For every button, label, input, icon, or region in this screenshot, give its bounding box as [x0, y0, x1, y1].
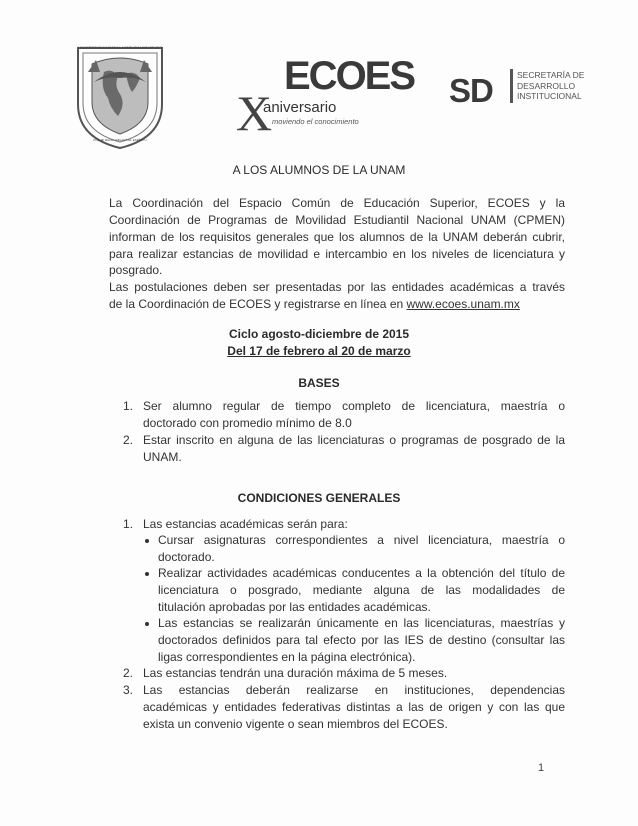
- bullet-line: doctorado.: [158, 550, 215, 564]
- intro-line: La Coordinación del Espacio Común de Educación Superior, ECOES y la: [109, 196, 565, 210]
- bullet-line: titulación aprobadas por las entidades académicas.: [158, 600, 431, 614]
- intro-line: informan de los requisitos generales que los alumnos de la UNAM deberán cubrir,: [109, 230, 565, 244]
- intro-text: de la Coordinación de ECOES y registrarse en línea en: [109, 297, 404, 311]
- conditions-item-line: Las estancias deberán realizarse en instituciones, dependencias: [143, 683, 565, 697]
- intro-line: [109, 297, 520, 312]
- bases-heading: BASES: [298, 376, 340, 390]
- bullet-line: Las estancias se realizarán únicamente en las licenciaturas, maestrías y: [158, 616, 565, 630]
- unam-seal-text: UNIVERSIDAD NACIONAL AUTÓNOMA DE MÉXICO: [78, 46, 162, 50]
- conditions-item-number: 3.: [123, 683, 134, 697]
- unam-motto: POR MI RAZA HABLARÁ EL ESPÍRITU: [93, 138, 147, 142]
- bullet-line: Cursar asignaturas correspondientes a nivel licenciatura, maestría o: [158, 533, 565, 547]
- bases-item-line: Ser alumno regular de tiempo completo de licenciatura, maestría o: [143, 399, 565, 413]
- conditions-item-line: académicas y entidades federativas distintas a las de origen y con las que: [143, 700, 565, 714]
- sd-divider: [510, 69, 513, 103]
- ecoes-logo: ECOES: [284, 54, 415, 98]
- intro-line: para realizar estancias de movilidad e intercambio en los niveles de licenciatura y: [109, 247, 565, 261]
- bullet-icon: [145, 572, 149, 576]
- bases-item-line: UNAM.: [143, 450, 182, 464]
- anniversary-tagline: moviendo el conocimiento: [272, 117, 359, 126]
- application-dates: Del 17 de febrero al 20 de marzo: [227, 344, 411, 358]
- conditions-item-text: Las estancias académicas serán para:: [143, 517, 348, 531]
- anniversary-word: aniversario: [263, 99, 337, 116]
- bullet-line: doctorados definidos para tal efecto por las IES de destino (consultar las: [158, 633, 565, 647]
- bases-item-line: Estar inscrito en alguna de las licenciaturas o programas de posgrado de la: [143, 433, 565, 447]
- unam-seal-logo: [74, 42, 166, 150]
- website-link[interactable]: www.ecoes.unam.mx: [406, 297, 520, 311]
- conditions-item-line: exista un convenio vigente o sean miembros del ECOES.: [143, 717, 448, 731]
- conditions-item-text: Las estancias tendrán una duración máxima de 5 meses.: [143, 666, 448, 680]
- sd-line: INSTITUCIONAL: [517, 91, 582, 101]
- page-number: 1: [538, 762, 545, 774]
- sd-line: SECRETARÍA DE: [517, 70, 585, 80]
- bullet-line: Realizar actividades académicas conducentes a la obtención del título de: [158, 566, 565, 580]
- conditions-item-number: 1.: [123, 517, 134, 531]
- document-title: A LOS ALUMNOS DE LA UNAM: [232, 163, 406, 177]
- bullet-line: ligas correspondientes en la página electrónica).: [158, 650, 416, 664]
- sd-logo: SD: [449, 72, 493, 109]
- intro-line: Las postulaciones deben ser presentadas por las entidades académicas a través: [109, 280, 565, 294]
- dates-wrapper: [0, 344, 638, 358]
- bases-item-number: 2.: [123, 433, 134, 447]
- conditions-item-number: 2.: [123, 666, 134, 680]
- bullet-icon: [145, 622, 149, 626]
- anniversary-x: X: [236, 85, 273, 141]
- intro-line: Coordinación de Programas de Movilidad Estudiantil Nacional UNAM (CPMEN): [109, 213, 565, 227]
- sd-line: DESARROLLO: [517, 80, 576, 91]
- conditions-heading: CONDICIONES GENERALES: [237, 491, 401, 505]
- sd-institution-name: [517, 70, 584, 102]
- bases-item-number: 1.: [123, 399, 134, 413]
- bullet-icon: [145, 539, 149, 543]
- bullet-line: licenciatura o posgrado, mediante alguna de las modalidades de: [158, 583, 565, 597]
- intro-line: posgrado.: [109, 263, 163, 277]
- bases-item-line: doctorado con promedio mínimo de 8.0: [143, 416, 352, 430]
- cycle-title: Ciclo agosto-diciembre de 2015: [228, 327, 410, 341]
